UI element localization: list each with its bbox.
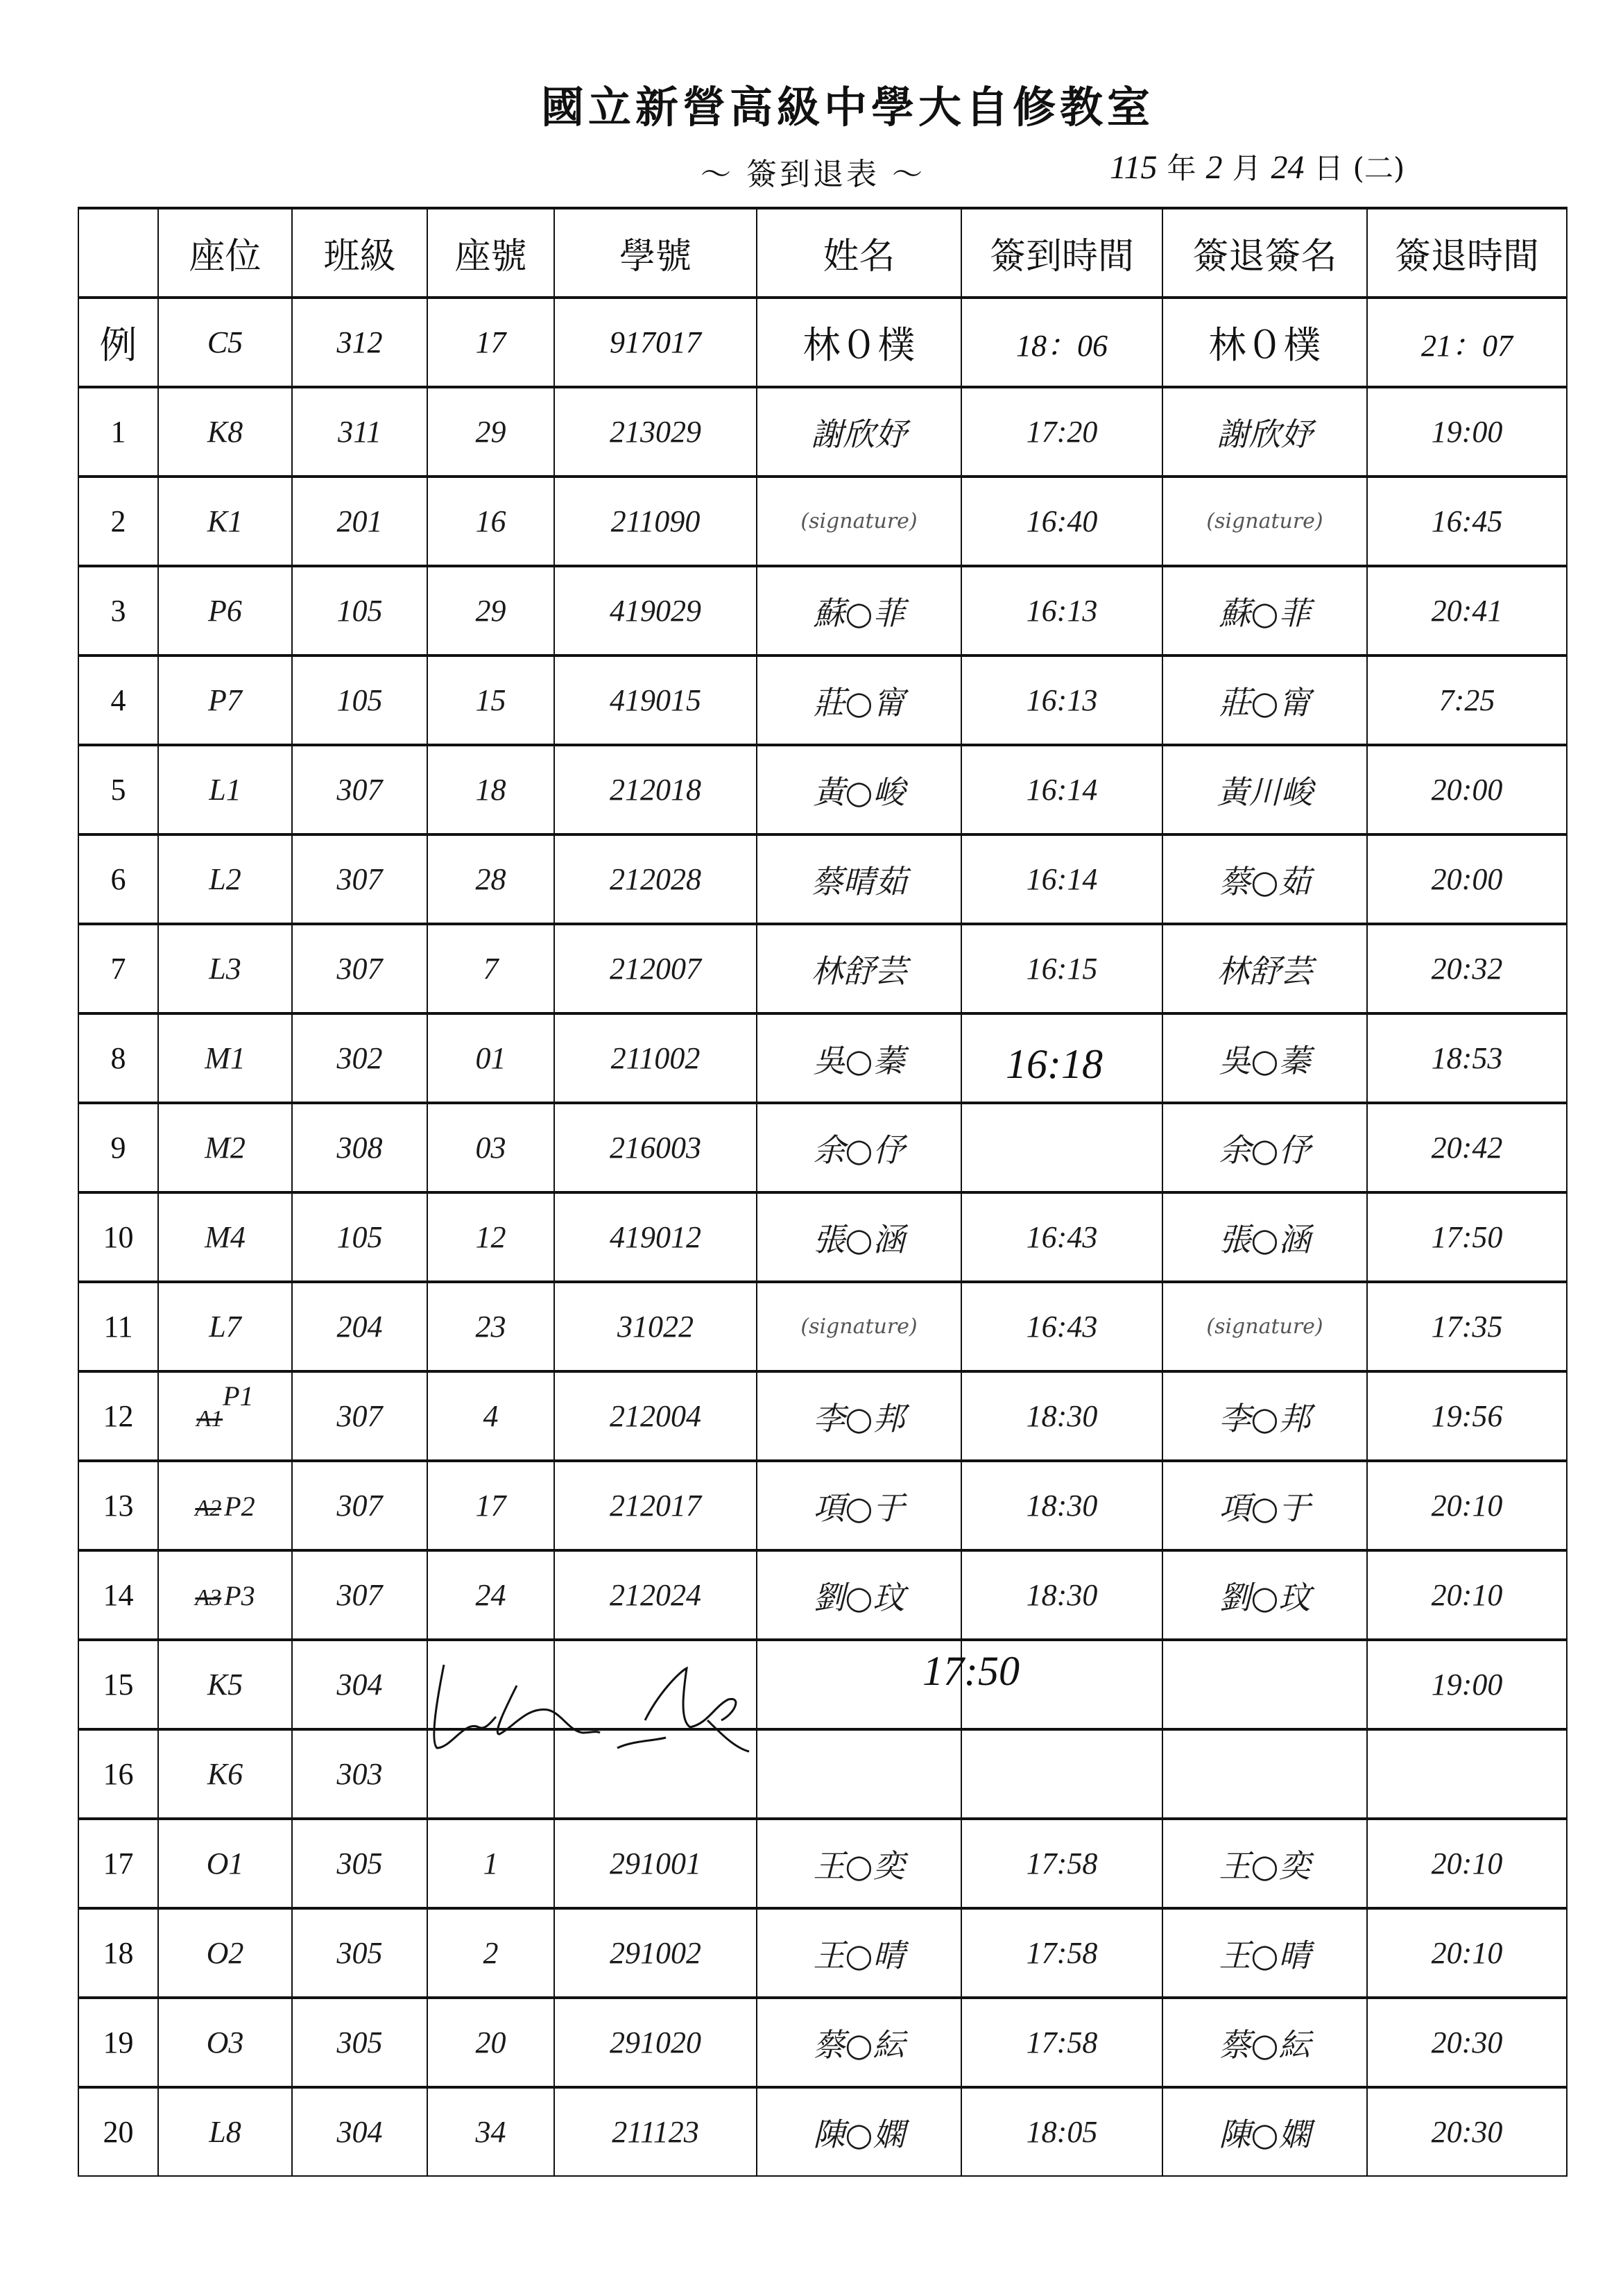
cell-name: 余○伃: [757, 1103, 961, 1192]
cell-student-id: 419015: [554, 656, 757, 745]
cell-class: 307: [292, 1461, 427, 1550]
cell-row-number: 1: [78, 387, 158, 477]
cell-row-number: 19: [78, 1998, 158, 2087]
example-seat: C5: [158, 298, 292, 387]
cell-checkout-time: 20:10: [1367, 1819, 1567, 1908]
date-year: 115: [1110, 149, 1158, 186]
cell-row-number: 2: [78, 477, 158, 566]
cell-class: 307: [292, 1371, 427, 1461]
cell-checkin-time: 18:05: [961, 2087, 1162, 2176]
cell-checkout-time: 19:56: [1367, 1371, 1567, 1461]
cell-checkin-time: 18:30: [961, 1371, 1162, 1461]
cell-checkout-signature: 莊○甯: [1162, 656, 1367, 745]
cell-checkout-time: 20:00: [1367, 834, 1567, 924]
cell-seat: L2: [158, 834, 292, 924]
cell-checkout-signature: 王○晴: [1162, 1908, 1367, 1998]
cell-name: 黃○峻: [757, 745, 961, 834]
cell-checkin-time: 17:58: [961, 1998, 1162, 2087]
cell-checkout-time: 17:50: [1367, 1192, 1567, 1282]
cell-checkout-signature: 劉○玟: [1162, 1550, 1367, 1640]
cell-seat: O2: [158, 1908, 292, 1998]
table-row: [78, 477, 1567, 566]
cell-student-id: 212004: [554, 1371, 757, 1461]
cell-student-id: 216003: [554, 1103, 757, 1192]
cell-seat-no: 29: [427, 387, 554, 477]
table-row: [78, 656, 1567, 745]
cell-seat: O3: [158, 1998, 292, 2087]
cell-checkout-signature: 蔡○茹: [1162, 834, 1367, 924]
cell-class: 305: [292, 1998, 427, 2087]
cell-student-id: 213029: [554, 387, 757, 477]
cell-checkout-signature: [1162, 1640, 1367, 1729]
cell-checkout-time: [1367, 1729, 1567, 1819]
cell-seat: P7: [158, 656, 292, 745]
cell-class: 307: [292, 834, 427, 924]
corrected-seat: P2: [224, 1491, 255, 1522]
corrected-seat: P1: [223, 1380, 254, 1412]
cell-checkout-signature: (signature): [1162, 1282, 1367, 1371]
cell-seat: O1: [158, 1819, 292, 1908]
example-row: [78, 298, 1567, 387]
cell-checkout-time: 16:45: [1367, 477, 1567, 566]
cell-seat-no: 1: [427, 1819, 554, 1908]
cell-seat: L3: [158, 924, 292, 1013]
cell-checkin-time: 16:14: [961, 834, 1162, 924]
cell-checkout-signature: 蘇○菲: [1162, 566, 1367, 656]
cell-seat-no: 7: [427, 924, 554, 1013]
cell-checkout-signature: 陳○嫻: [1162, 2087, 1367, 2176]
cell-class: 311: [292, 387, 427, 477]
cell-seat: L8: [158, 2087, 292, 2176]
cell-seat-no: 23: [427, 1282, 554, 1371]
day-label: 日: [1314, 151, 1343, 185]
cell-checkin-time: 16:13: [961, 566, 1162, 656]
cell-seat-no: 4: [427, 1371, 554, 1461]
table-row: [78, 2087, 1567, 2176]
cell-name: 吳○蓁: [757, 1013, 961, 1103]
struck-seat: A1: [196, 1406, 223, 1432]
table-row: [78, 1013, 1567, 1103]
cell-row-number: 9: [78, 1103, 158, 1192]
cell-seat-no: 01: [427, 1013, 554, 1103]
table-row: [78, 1908, 1567, 1998]
page-title: 國立新營高級中學大自修教室: [541, 82, 1155, 132]
cell-name: 劉○玟: [757, 1550, 961, 1640]
col-header-checkin-time: 簽到時間: [961, 208, 1162, 298]
cell-class: 302: [292, 1013, 427, 1103]
cell-seat-no: 2: [427, 1908, 554, 1998]
date-day: 24: [1271, 149, 1305, 186]
cell-class: 305: [292, 1819, 427, 1908]
cell-student-id: 291002: [554, 1908, 757, 1998]
cell-class: 105: [292, 656, 427, 745]
cell-row-number: 18: [78, 1908, 158, 1998]
cell-student-id: 212018: [554, 745, 757, 834]
cell-checkin-time: 16:13: [961, 656, 1162, 745]
cell-class: 304: [292, 2087, 427, 2176]
cell-checkin-time: 16:43: [961, 1282, 1162, 1371]
cell-seat: K5: [158, 1640, 292, 1729]
cell-student-id: 212007: [554, 924, 757, 1013]
cell-checkout-time: 20:32: [1367, 924, 1567, 1013]
cell-class: 105: [292, 566, 427, 656]
cell-checkout-time: 7:25: [1367, 656, 1567, 745]
cell-name: (signature): [757, 1282, 961, 1371]
cell-seat: [158, 1371, 292, 1461]
cell-checkout-signature: 蔡○紜: [1162, 1998, 1367, 2087]
cell-checkout-time: 19:00: [1367, 1640, 1567, 1729]
cell-class: 304: [292, 1640, 427, 1729]
cell-name: 張○涵: [757, 1192, 961, 1282]
table-row: [78, 1192, 1567, 1282]
cell-name: 蔡○紜: [757, 1998, 961, 2087]
rows-15-16-checkin-time: 17:50: [922, 1648, 1020, 1694]
cell-checkout-time: 20:10: [1367, 1908, 1567, 1998]
cell-seat: L7: [158, 1282, 292, 1371]
cell-class: 201: [292, 477, 427, 566]
cell-seat: K1: [158, 477, 292, 566]
cell-checkout-time: 18:53: [1367, 1013, 1567, 1103]
cell-row-number: 6: [78, 834, 158, 924]
cell-checkout-signature: 李○邦: [1162, 1371, 1367, 1461]
col-header-seat: 座位: [158, 208, 292, 298]
cell-checkout-signature: 王○奕: [1162, 1819, 1367, 1908]
cell-class: 307: [292, 745, 427, 834]
cell-seat-no: 12: [427, 1192, 554, 1282]
cell-seat: M2: [158, 1103, 292, 1192]
cell-checkin-time: 17:58: [961, 1908, 1162, 1998]
cell-row-number: 5: [78, 745, 158, 834]
sheet-subtitle: ～ 簽到退表 ～: [701, 157, 925, 192]
cell-student-id: 212017: [554, 1461, 757, 1550]
cell-checkout-signature: 項○于: [1162, 1461, 1367, 1550]
cell-class: 307: [292, 924, 427, 1013]
example-checkout-signature: 林０樸: [1162, 298, 1367, 387]
example-checkin-time: 18：06: [961, 298, 1162, 387]
cell-row-number: 8: [78, 1013, 158, 1103]
example-label: 例: [78, 298, 158, 387]
example-class: 312: [292, 298, 427, 387]
cell-checkin-time: 17:58: [961, 1819, 1162, 1908]
cell-name: 王○晴: [757, 1908, 961, 1998]
cell-checkout-signature: 張○涵: [1162, 1192, 1367, 1282]
cell-name: 陳○嫻: [757, 2087, 961, 2176]
cell-seat: [158, 1550, 292, 1640]
cell-row-number: 12: [78, 1371, 158, 1461]
cell-row-number: 13: [78, 1461, 158, 1550]
cell-name: 李○邦: [757, 1371, 961, 1461]
cell-seat-no: 03: [427, 1103, 554, 1192]
table-row: [78, 566, 1567, 656]
cell-seat-no: 18: [427, 745, 554, 834]
table-row: [78, 1103, 1567, 1192]
cell-seat-no: 20: [427, 1998, 554, 2087]
cell-seat-no: 34: [427, 2087, 554, 2176]
cell-row-number: 4: [78, 656, 158, 745]
cell-row-number: 10: [78, 1192, 158, 1282]
cell-checkout-time: 19:00: [1367, 387, 1567, 477]
table-row: [78, 924, 1567, 1013]
cell-student-id: 31022: [554, 1282, 757, 1371]
cell-row-number: 20: [78, 2087, 158, 2176]
table-row: [78, 1550, 1567, 1640]
cell-name: 蘇○菲: [757, 566, 961, 656]
cell-checkin-time: 18:30: [961, 1550, 1162, 1640]
cell-checkin-time: 16:15: [961, 924, 1162, 1013]
cell-name: 謝欣妤: [757, 387, 961, 477]
cell-checkout-time: 20:10: [1367, 1550, 1567, 1640]
cell-checkin-time: 18:30: [961, 1461, 1162, 1550]
cell-seat: L1: [158, 745, 292, 834]
struck-seat: A3: [195, 1585, 222, 1611]
cell-seat-no: 24: [427, 1550, 554, 1640]
date-weekday: (二): [1352, 151, 1405, 185]
cell-student-id: 211090: [554, 477, 757, 566]
cell-checkin-time: 16:43: [961, 1192, 1162, 1282]
cell-student-id: 419029: [554, 566, 757, 656]
cell-checkout-time: 20:10: [1367, 1461, 1567, 1550]
example-seat-no: 17: [427, 298, 554, 387]
table-row: [78, 387, 1567, 477]
cell-seat: M4: [158, 1192, 292, 1282]
cell-checkin-time: 17:20: [961, 387, 1162, 477]
cell-checkout-signature: [1162, 1729, 1367, 1819]
cell-student-id: 211002: [554, 1013, 757, 1103]
cell-class: 303: [292, 1729, 427, 1819]
cell-checkout-signature: (signature): [1162, 477, 1367, 566]
cell-checkin-time: [961, 1103, 1162, 1192]
cell-seat-no: 16: [427, 477, 554, 566]
date-line: [1110, 146, 1405, 187]
month-label: 月: [1232, 151, 1262, 185]
year-label: 年: [1167, 151, 1196, 185]
cell-checkout-signature: 余○伃: [1162, 1103, 1367, 1192]
cell-row-number: 16: [78, 1729, 158, 1819]
col-header-class: 班級: [292, 208, 427, 298]
cell-row-number: 14: [78, 1550, 158, 1640]
cell-seat-no: 17: [427, 1461, 554, 1550]
example-name: 林０樸: [757, 298, 961, 387]
cell-checkout-time: 20:30: [1367, 2087, 1567, 2176]
col-header-seat-no: 座號: [427, 208, 554, 298]
cell-seat: K8: [158, 387, 292, 477]
cell-row-number: 3: [78, 566, 158, 656]
cell-checkout-signature: 林舒芸: [1162, 924, 1367, 1013]
table-row: [78, 1998, 1567, 2087]
cell-student-id: 291001: [554, 1819, 757, 1908]
table-row: [78, 1282, 1567, 1371]
cell-checkout-signature: 吳○蓁: [1162, 1013, 1367, 1103]
struck-seat: A2: [195, 1496, 222, 1521]
cell-class: 105: [292, 1192, 427, 1282]
col-header-student-id: 學號: [554, 208, 757, 298]
cell-name: 莊○甯: [757, 656, 961, 745]
table-row: [78, 1819, 1567, 1908]
corrected-seat: P3: [224, 1580, 255, 1611]
cell-class: 307: [292, 1550, 427, 1640]
cell-checkout-time: 20:42: [1367, 1103, 1567, 1192]
cell-seat-no: 29: [427, 566, 554, 656]
cell-seat: [158, 1461, 292, 1550]
cell-class: 305: [292, 1908, 427, 1998]
cell-name: (signature): [757, 477, 961, 566]
cell-checkout-time: 20:00: [1367, 745, 1567, 834]
cell-class: 204: [292, 1282, 427, 1371]
table-row: [78, 1461, 1567, 1550]
cell-row-number: 11: [78, 1282, 158, 1371]
col-header-index: [78, 208, 158, 298]
cell-student-id: 212024: [554, 1550, 757, 1640]
cell-checkin-time: 16:40: [961, 477, 1162, 566]
cell-checkin-time: 16:14: [961, 745, 1162, 834]
cell-student-id: 419012: [554, 1192, 757, 1282]
rows-8-9-checkin-time: 16:18: [1006, 1041, 1103, 1087]
signature-scribble-icon: [416, 1644, 1179, 1783]
cell-name: 項○于: [757, 1461, 961, 1550]
cell-seat-no: 15: [427, 656, 554, 745]
cell-class: 308: [292, 1103, 427, 1192]
cell-student-id: 211123: [554, 2087, 757, 2176]
cell-checkout-signature: 謝欣妤: [1162, 387, 1367, 477]
cell-row-number: 17: [78, 1819, 158, 1908]
sign-in-table: [78, 207, 1568, 2177]
cell-name: 王○奕: [757, 1819, 961, 1908]
cell-student-id: 291020: [554, 1998, 757, 2087]
header-row: [78, 208, 1567, 298]
table-row: [78, 834, 1567, 924]
cell-seat-no: 28: [427, 834, 554, 924]
col-header-name: 姓名: [757, 208, 961, 298]
cell-checkout-time: 17:35: [1367, 1282, 1567, 1371]
cell-seat: P6: [158, 566, 292, 656]
cell-seat: K6: [158, 1729, 292, 1819]
date-month: 2: [1205, 149, 1223, 186]
table-row: [78, 745, 1567, 834]
cell-name: 林舒芸: [757, 924, 961, 1013]
cell-student-id: 212028: [554, 834, 757, 924]
col-header-checkout-signature: 簽退簽名: [1162, 208, 1367, 298]
cell-row-number: 7: [78, 924, 158, 1013]
table-row: [78, 1371, 1567, 1461]
cell-checkout-time: 20:30: [1367, 1998, 1567, 2087]
example-checkout-time: 21：07: [1367, 298, 1567, 387]
cell-name: 蔡晴茹: [757, 834, 961, 924]
cell-checkout-signature: 黃川峻: [1162, 745, 1367, 834]
cell-row-number: 15: [78, 1640, 158, 1729]
example-student-id: 917017: [554, 298, 757, 387]
col-header-checkout-time: 簽退時間: [1367, 208, 1567, 298]
cell-seat: M1: [158, 1013, 292, 1103]
cell-checkout-time: 20:41: [1367, 566, 1567, 656]
